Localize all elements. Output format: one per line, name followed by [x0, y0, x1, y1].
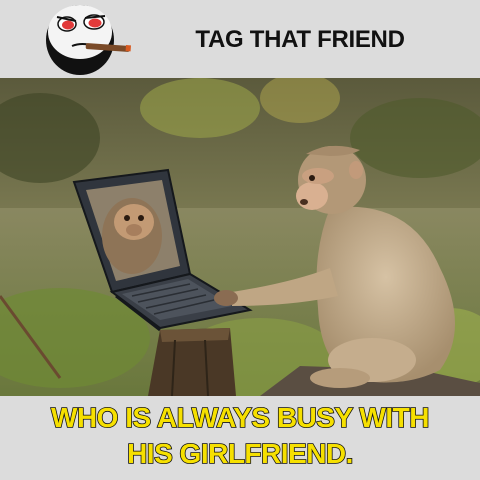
meme-photo [0, 78, 480, 396]
rage-face-cigar-icon [42, 2, 134, 76]
header-bar [0, 0, 480, 78]
monkey-reflection-icon [102, 198, 162, 274]
caption-line-1: WHO IS ALWAYS BUSY WITH [51, 402, 429, 433]
caption-area [0, 396, 480, 480]
header-title: TAG THAT FRIEND [195, 26, 405, 53]
caption-line-2: HIS GIRLFRIEND. [127, 438, 353, 469]
